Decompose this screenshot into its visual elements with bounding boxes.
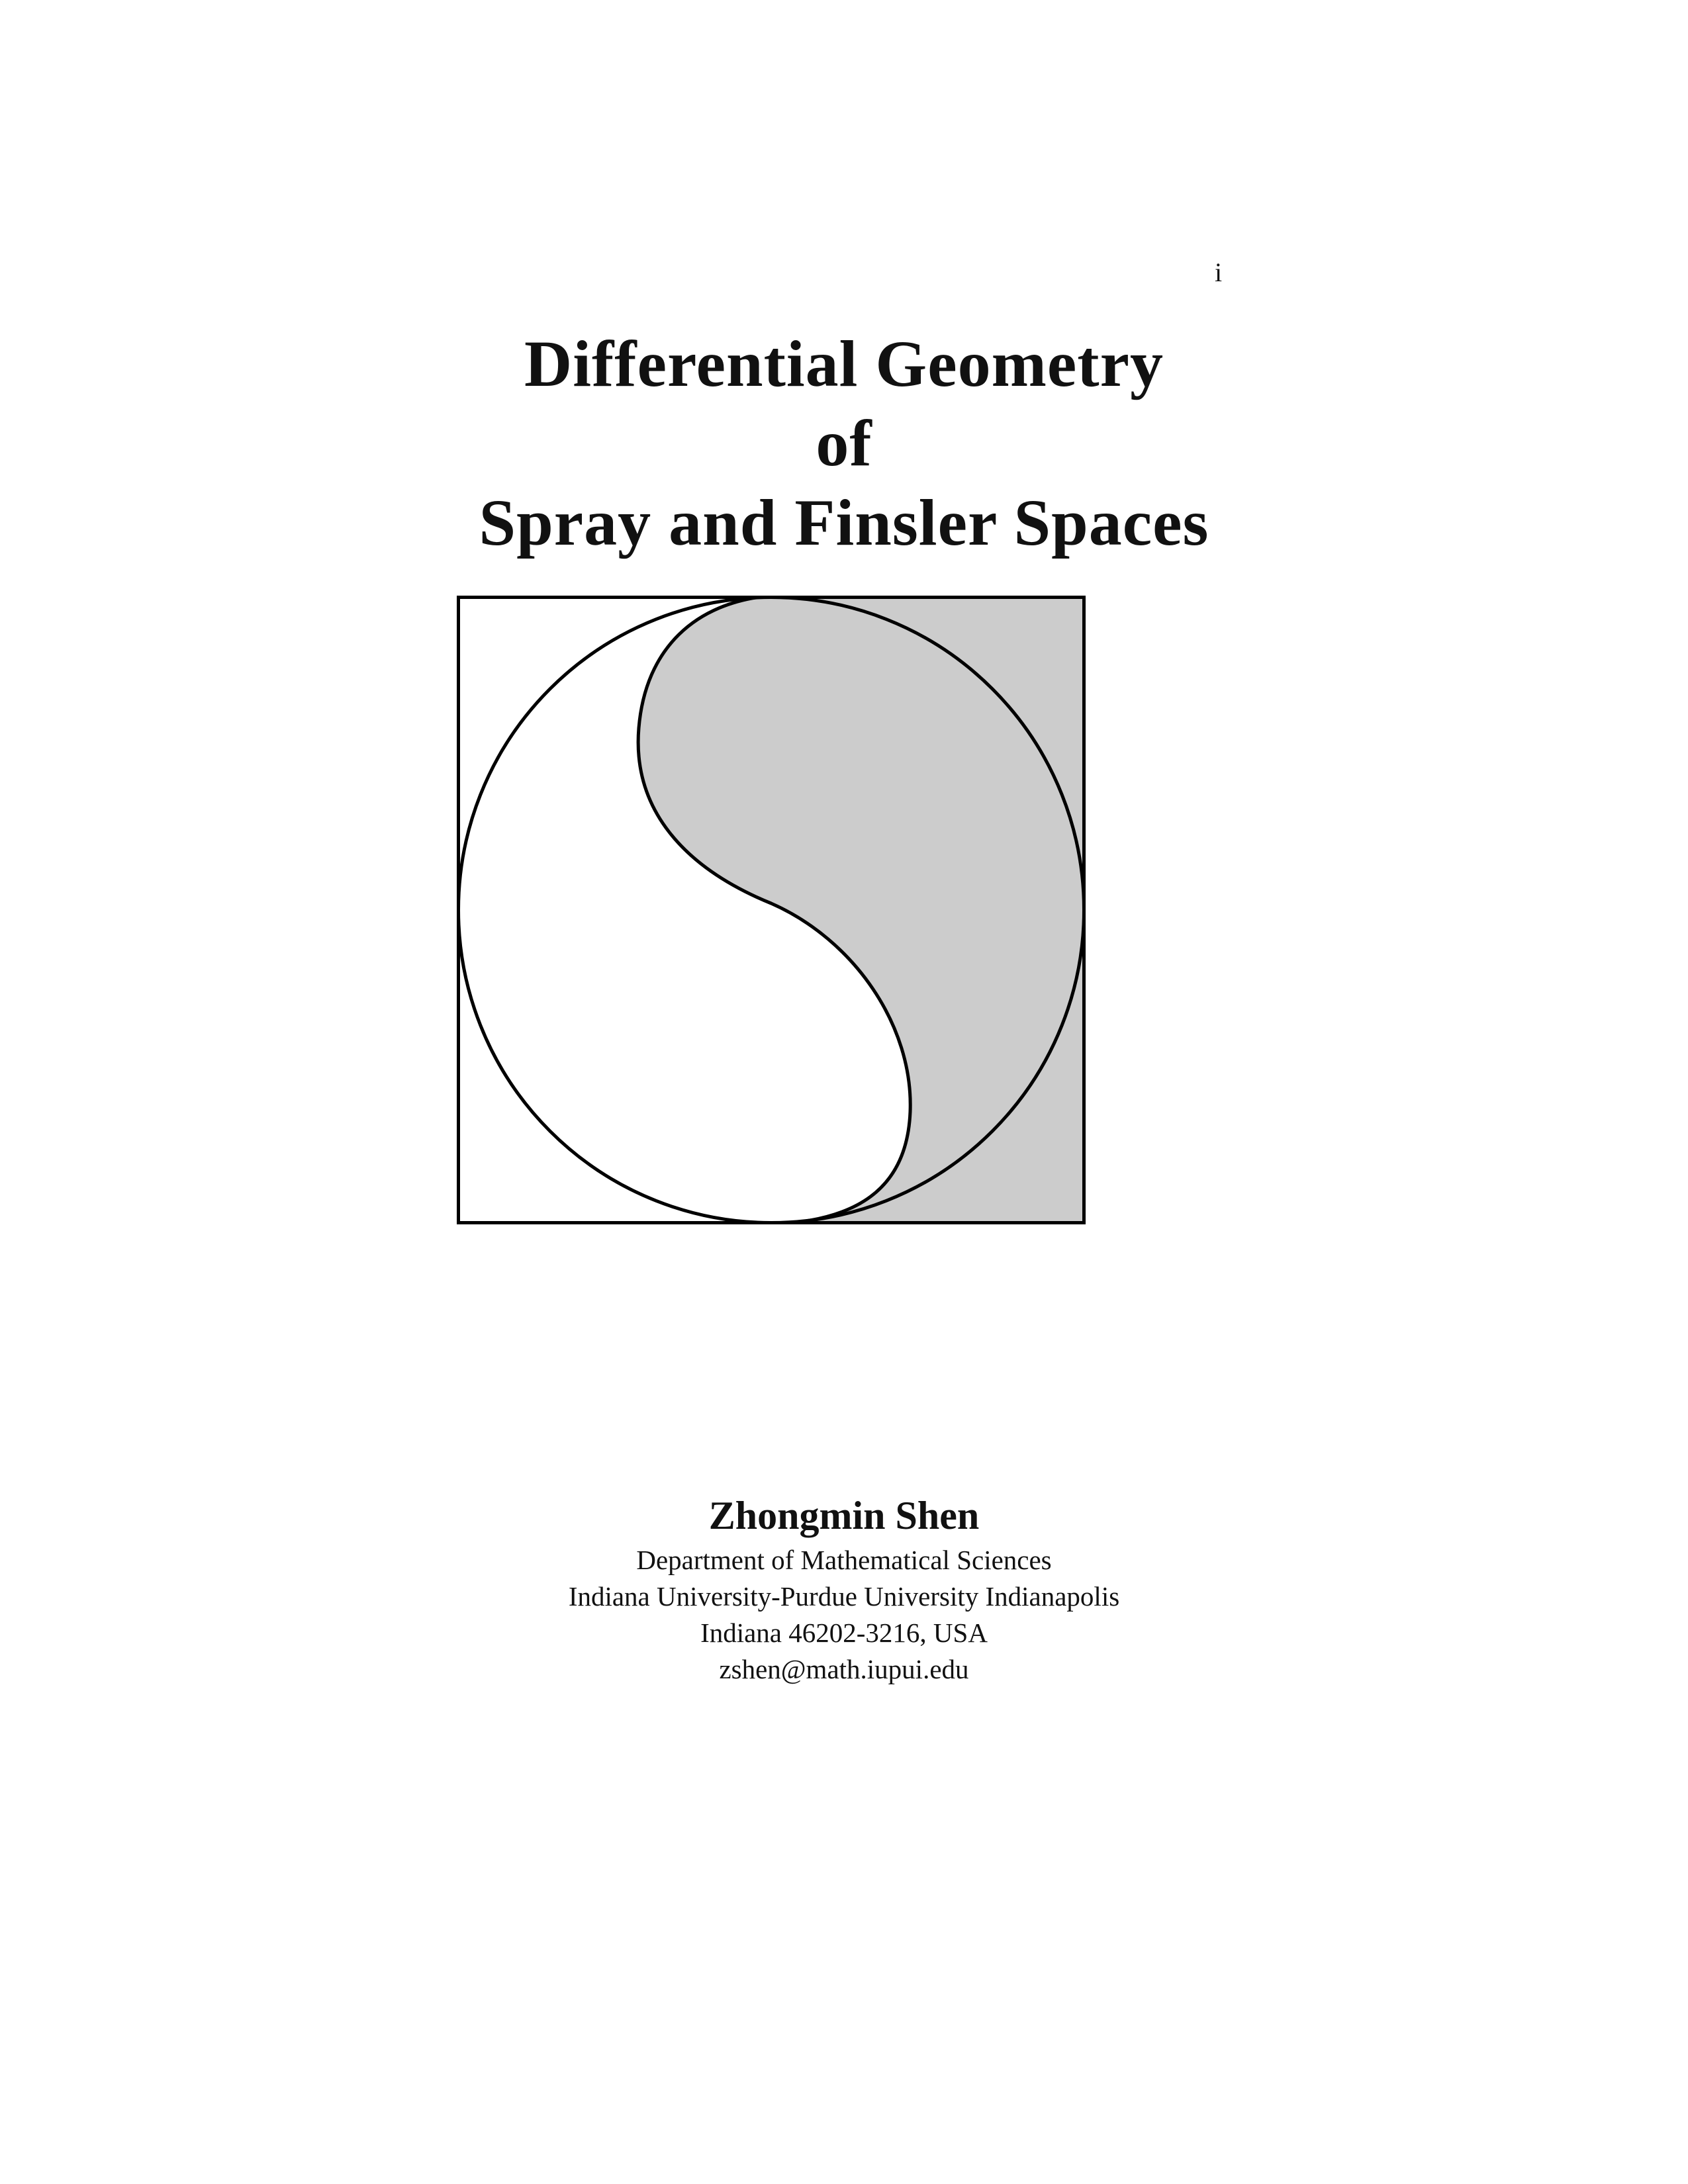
title-line-2: of: [816, 406, 872, 480]
author-address: Indiana 46202-3216, USA: [700, 1617, 988, 1648]
author-email[interactable]: zshen@math.iupui.edu: [719, 1654, 969, 1684]
author-university: Indiana University-Purdue University Indianapolis: [568, 1581, 1120, 1612]
author-name: Zhongmin Shen: [708, 1494, 980, 1537]
shaded-region: [638, 596, 1086, 1224]
author-department: Department of Mathematical Sciences: [636, 1545, 1052, 1575]
title-line-1: Differential Geometry: [524, 327, 1164, 400]
book-title: [0, 324, 1688, 563]
author-block: [0, 1489, 1688, 1688]
yin-yang-cover-figure: [457, 596, 1086, 1224]
page-number: i: [1215, 257, 1223, 287]
title-line-3: Spray and Finsler Spaces: [479, 486, 1209, 559]
